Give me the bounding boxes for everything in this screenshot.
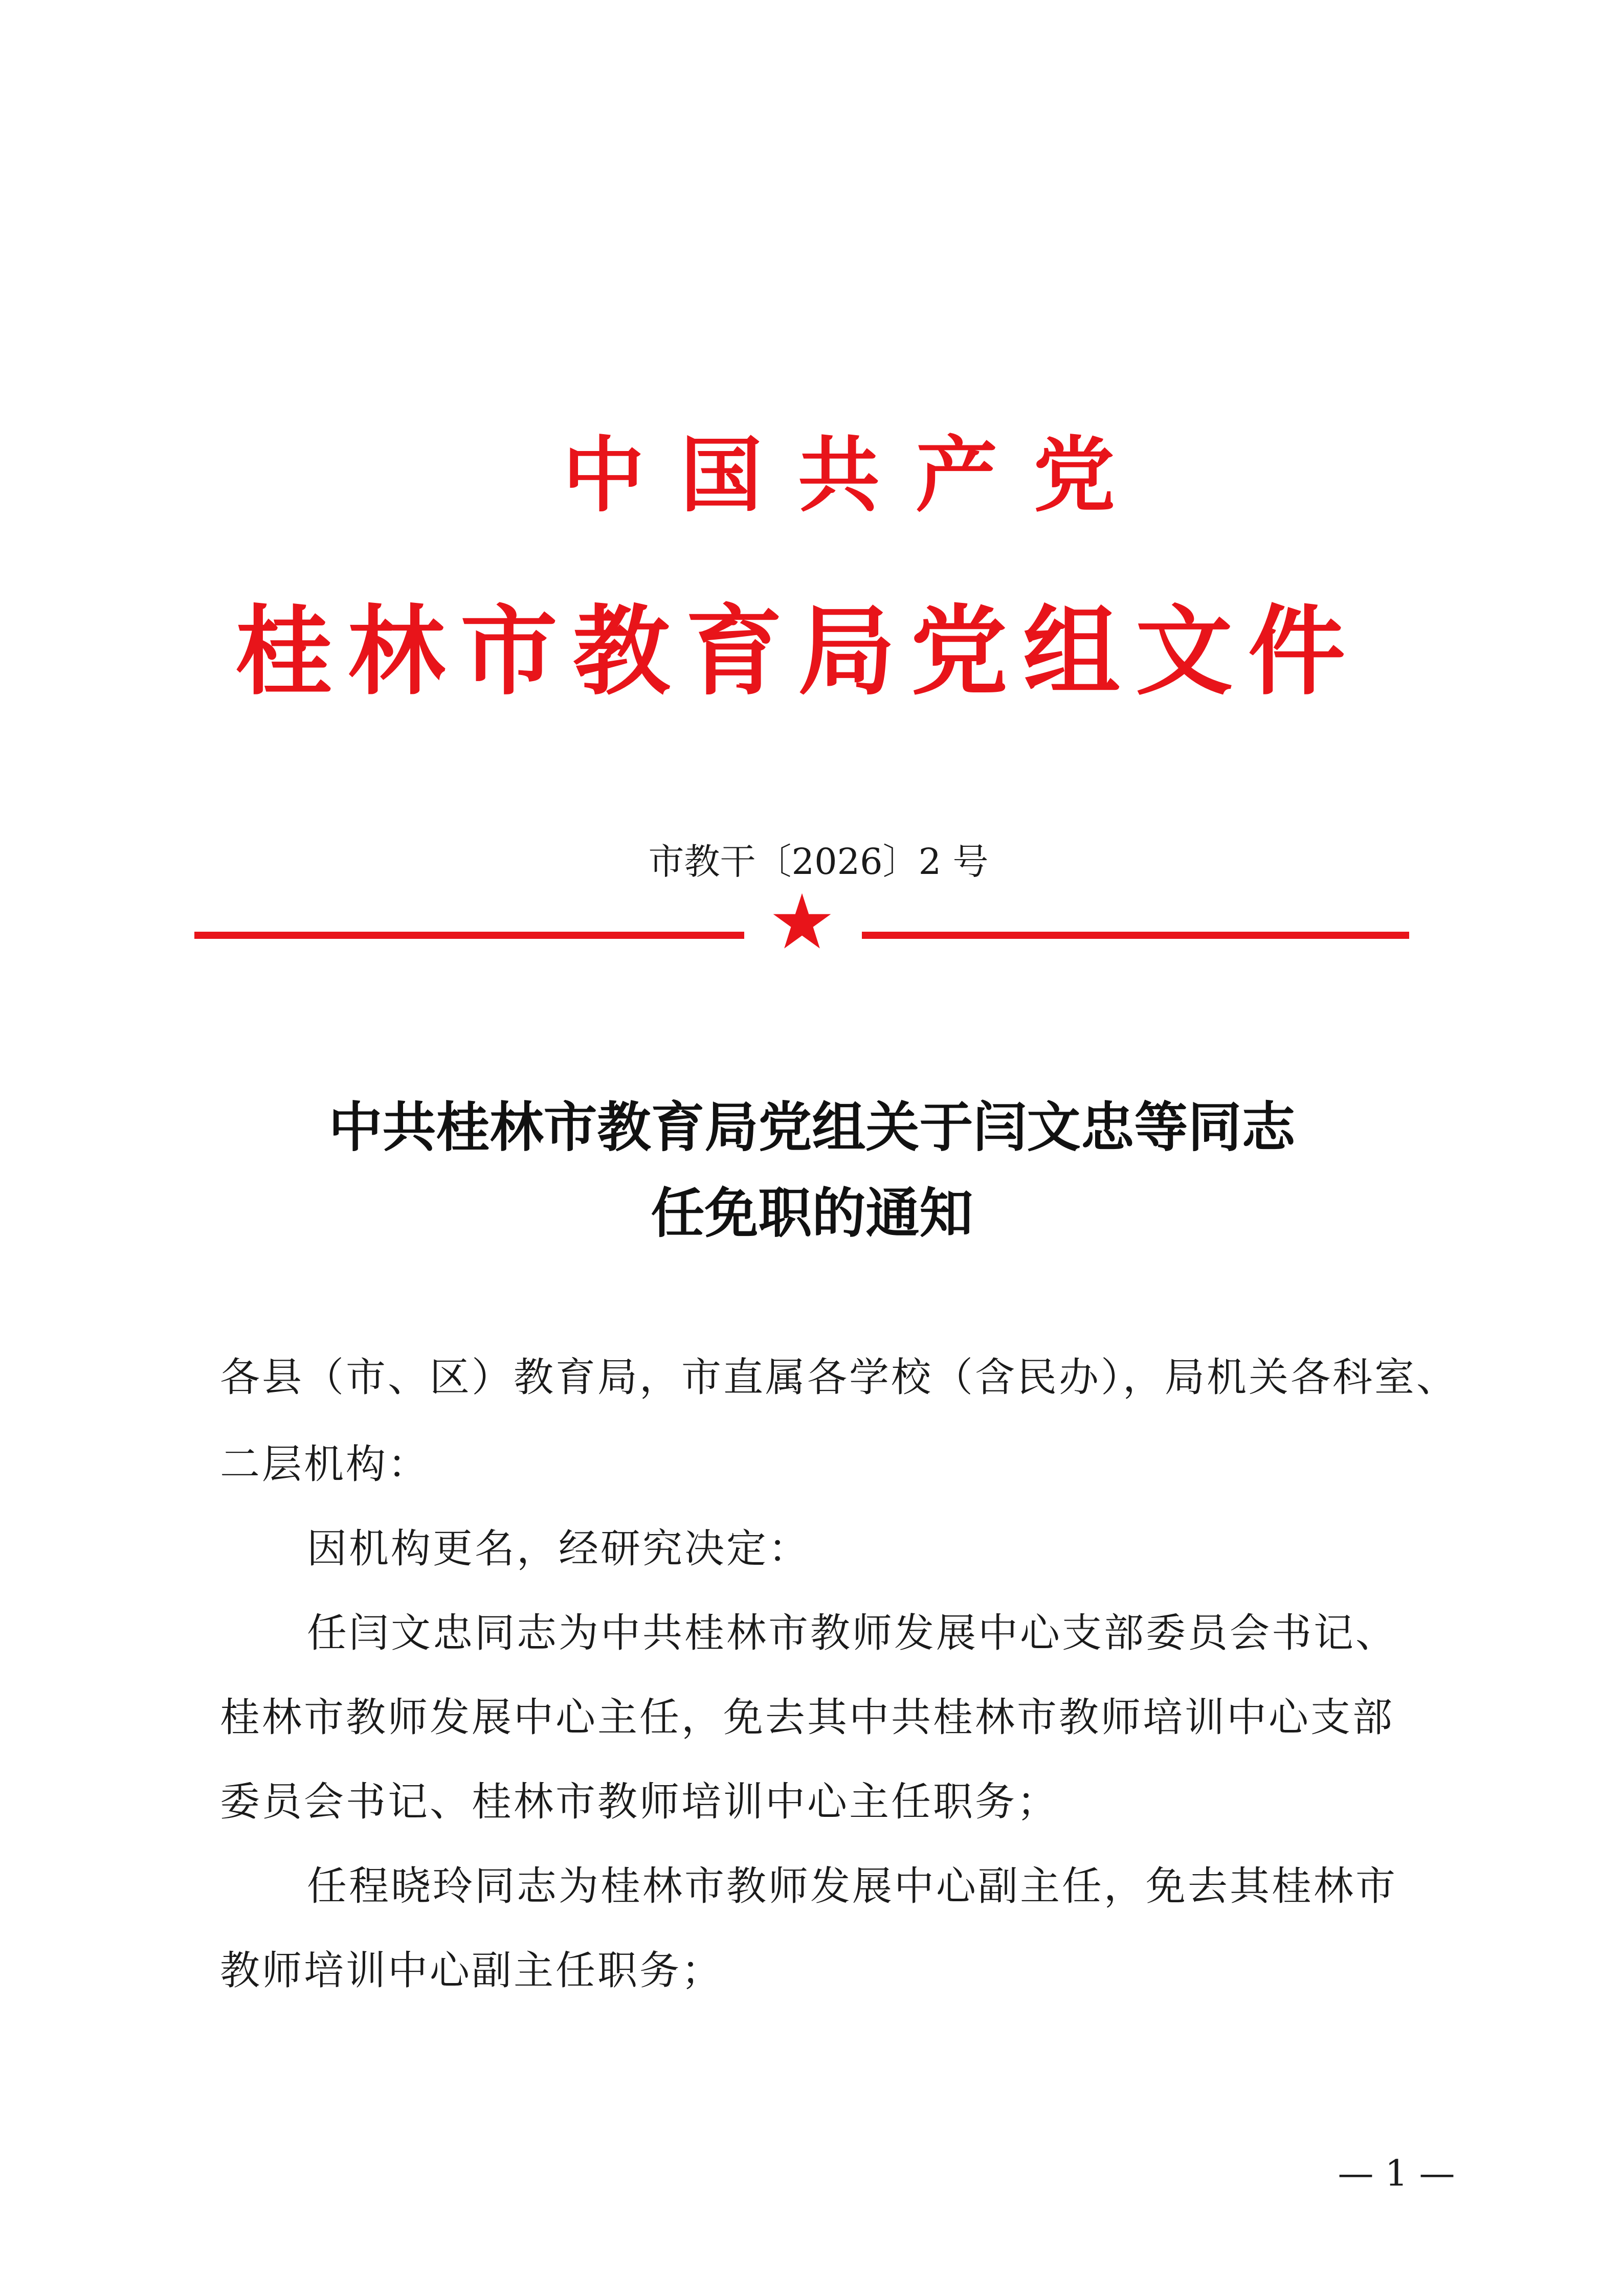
notice-title-line-1: 中共桂林市教育局党组关于闫文忠等同志 <box>328 1095 1296 1159</box>
body-line-appointment-2-end: 教师培训中心副主任职务； <box>220 1948 724 1994</box>
page-number: — 1 — <box>1338 2152 1455 2194</box>
notice-title <box>205 1084 1419 1256</box>
body-line-decision: 因机构更名，经研究决定： <box>307 1526 811 1572</box>
masthead-line-1: 中国共产党 <box>563 427 1151 523</box>
body-line-appointment-2: 任程晓玲同志为桂林市教师发展中心副主任，免去其桂林市 <box>307 1863 1398 1909</box>
body-line-appointment-1-cont: 桂林市教师发展中心主任，免去其中共桂林市教师培训中心支部 <box>220 1695 1395 1741</box>
red-star-icon <box>771 891 833 952</box>
document-number: 市教干〔2026〕2 号 <box>648 841 989 883</box>
body-line-appointment-1-end: 委员会书记、桂林市教师培训中心主任职务； <box>220 1779 1059 1825</box>
red-separator-left <box>194 932 744 939</box>
body-line-addressees-cont: 二层机构： <box>220 1442 430 1488</box>
body-line-appointment-1: 任闫文忠同志为中共桂林市教师发展中心支部委员会书记、 <box>307 1610 1398 1656</box>
notice-title-line-2: 任免职的通知 <box>651 1181 973 1245</box>
body-line-addressees: 各县（市、区）教育局，市直属各学校（含民办），局机关各科室、 <box>220 1355 1459 1401</box>
red-separator-right <box>862 932 1409 939</box>
masthead-line-2: 桂林市教育局党组文件 <box>235 595 1361 708</box>
